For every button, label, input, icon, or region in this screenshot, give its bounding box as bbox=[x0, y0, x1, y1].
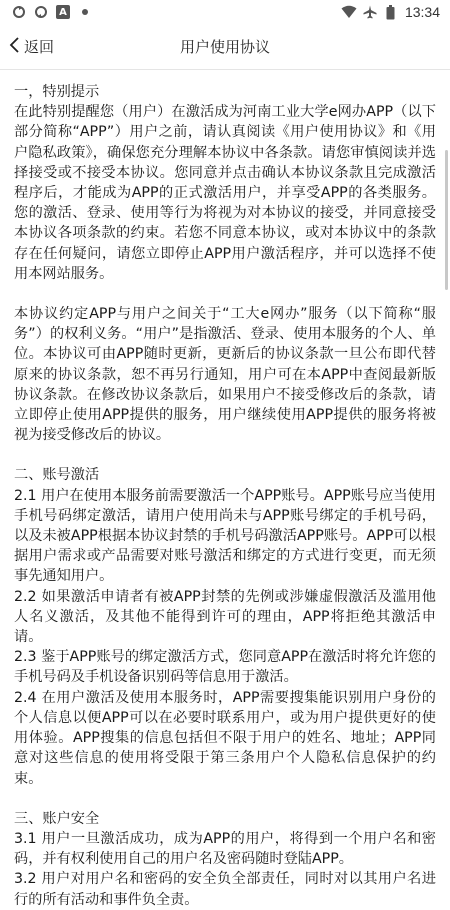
wifi-icon bbox=[342, 5, 356, 19]
paragraph: 2.2 如果激活申请者有被APP封禁的先例或涉嫌虚假激活及滥用他人名义激活，及其他不能得到许可的理由，APP将拒绝其激活申请。 bbox=[14, 588, 436, 646]
battery-icon bbox=[384, 5, 398, 19]
section-heading: 三、账户安全 bbox=[14, 810, 100, 827]
back-label: 返回 bbox=[24, 38, 55, 56]
chevron-left-icon bbox=[8, 36, 22, 58]
status-icons-left bbox=[12, 5, 92, 19]
sync-icon bbox=[12, 5, 26, 19]
paragraph: 2.1 用户在使用本服务前需要激活一个APP账号。APP账号应当使用手机号码绑定激活，请用户使用尚未与APP账号绑定的手机号码，以及未被APP根据本协议封禁的手机号码激活APP账号。APP可以根据用户需求或产品需要对账号激活和绑定的方式进行变更，而无须事先通知用户。 bbox=[14, 487, 436, 585]
paragraph: 2.4 在用户激活及使用本服务时，APP需要搜集能识别用户身份的个人信息以便APP可以在必要时联系用户，或为用户提供更好的使用体验。APP搜集的信息包括但不限于用户的姓名、地址；APP同意对这些信息的使用将受限于第三条用户个人隐私信息保护的约束。 bbox=[14, 689, 436, 787]
status-icons-right bbox=[342, 4, 440, 20]
page-title: 用户使用协议 bbox=[179, 38, 270, 56]
paragraph: 2.3 鉴于APP账号的绑定激活方式，您同意APP在激活时将允许您的手机号码及手机设备识别码等信息用于激活。 bbox=[14, 649, 436, 686]
status-bar bbox=[0, 0, 450, 24]
section-heading: 一，特别提示 bbox=[14, 84, 100, 100]
section-heading: 二、账号激活 bbox=[14, 467, 100, 484]
scrollbar[interactable] bbox=[445, 150, 448, 290]
back-button[interactable] bbox=[0, 24, 54, 69]
paragraph: 在此特别提醒您（用户）在激活成为河南工业大学e网办APP（以下部分简称“APP”）用户之前，请认真阅读《用户使用协议》和《用户隐私政策》，确保您充分理解本协议中各条款。请您审慎阅读并选择接受或不接受本协议。您同意并点击确认本协议条款且完成激活程序后，才能成为APP的正式激活用户，并享受APP的各类服务。您的激活、登录、使用等行为将视为对本协议的接受，并同意接受本协议各项条款的约束。若您不同意本协议，或对本协议中的条款存在任何疑问，请您立即停止APP用户激活程序，并可以选择不使用本网站服务。 bbox=[14, 104, 436, 282]
sync-icon bbox=[34, 5, 48, 19]
status-time: 13:34 bbox=[404, 4, 440, 20]
dot-icon bbox=[78, 5, 92, 19]
paragraph: 3.1 用户一旦激活成功，成为APP的用户，将得到一个用户名和密码，并有权利使用自己的用户名及密码随时登陆APP。 bbox=[14, 830, 436, 868]
paragraph: 3.2 用户对用户名和密码的安全负全部责任，同时对以其用户名进行的所有活动和事件负全责。 bbox=[14, 871, 436, 908]
agreement-content[interactable] bbox=[0, 70, 450, 908]
airplane-icon bbox=[363, 5, 377, 19]
paragraph: 本协议约定APP与用户之间关于“工大e网办”服务（以下简称“服务”）的权利义务。“用户”是指激活、登录、使用本服务的个人、单位。本协议可由APP随时更新，更新后的协议条款一旦公布即代替原来的协议条款，恕不再另行通知，用户可在本APP中查阅最新版协议条款。在修改协议条款后，如果用户不接受修改后的条款，请立即停止使用APP提供的服务，用户继续使用APP提供的服务将被视为接受修改后的协议。 bbox=[14, 306, 436, 444]
nav-bar bbox=[0, 24, 450, 70]
text-box-icon: A bbox=[56, 5, 70, 19]
